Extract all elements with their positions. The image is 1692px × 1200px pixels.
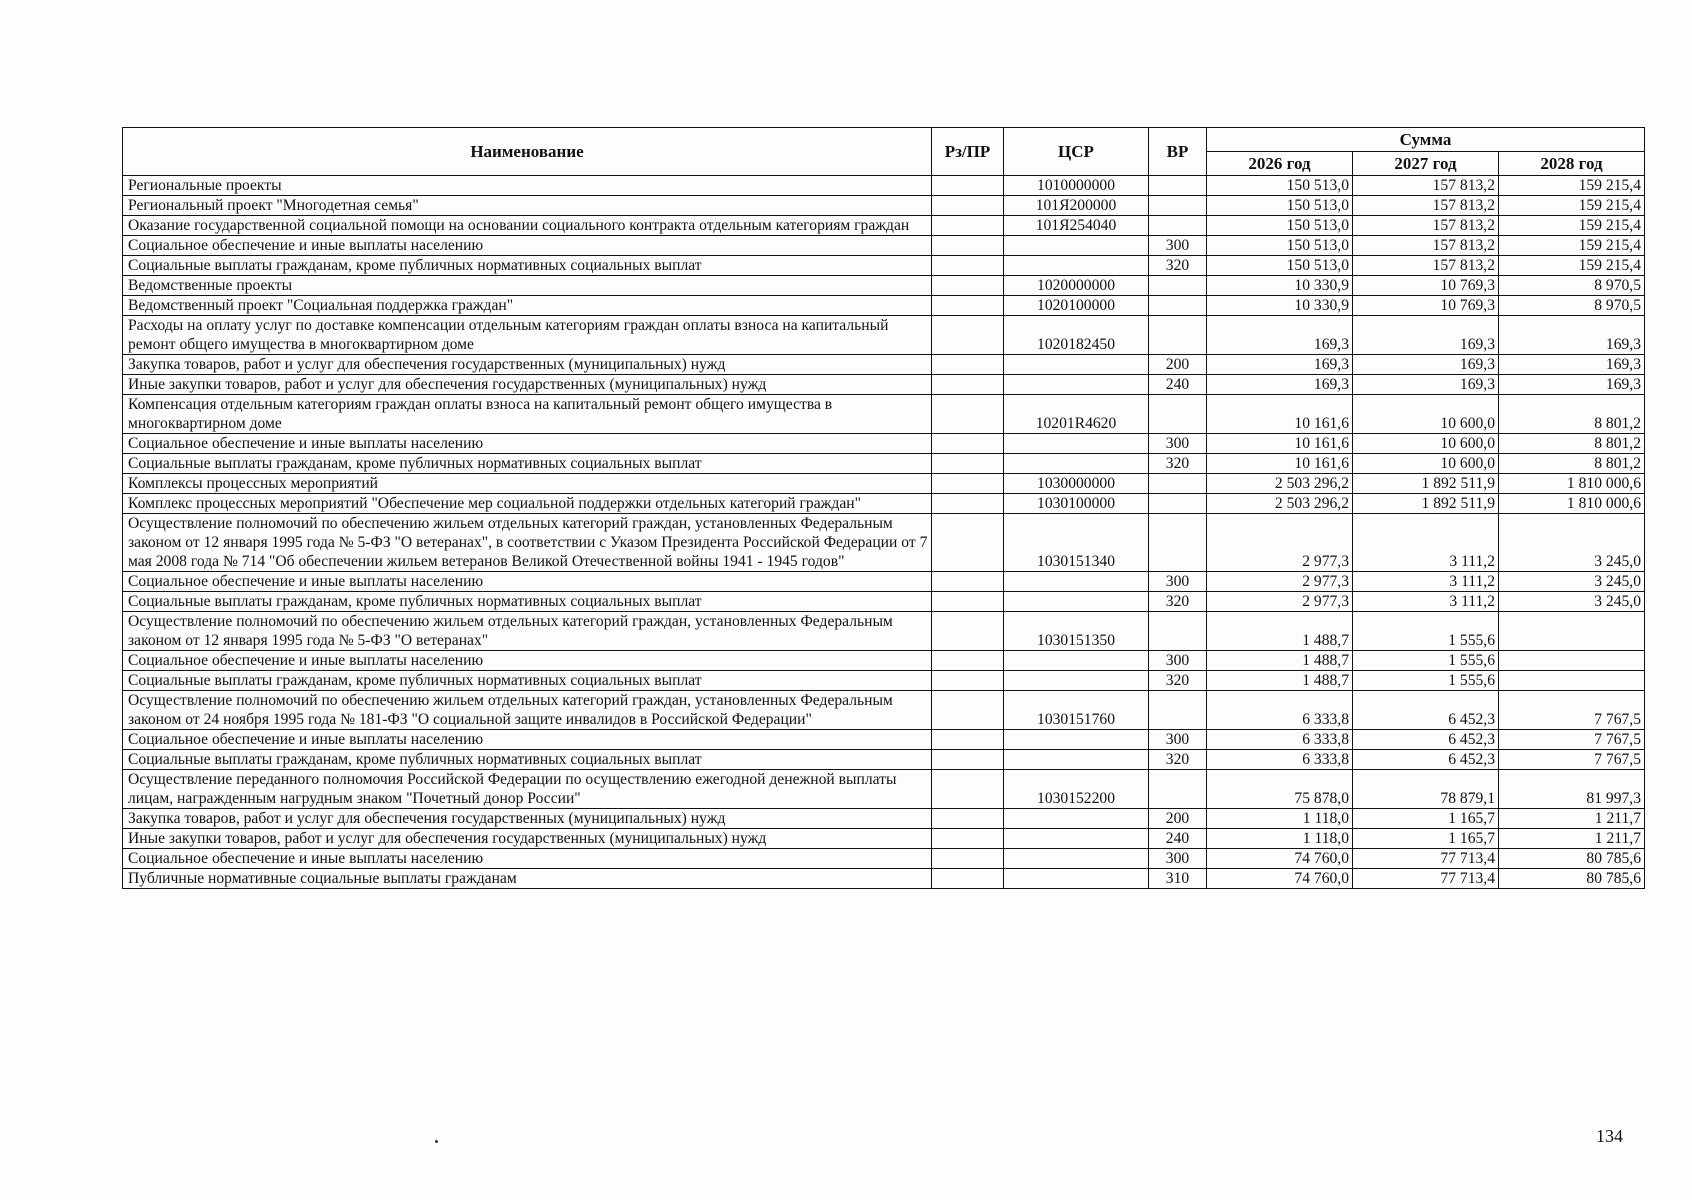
cell-name: Социальные выплаты гражданам, кроме публичных нормативных социальных выплат [123,256,932,276]
cell-2026: 10 161,6 [1207,434,1353,454]
cell-name: Публичные нормативные социальные выплаты гражданам [123,869,932,889]
cell-vr [1149,474,1207,494]
cell-2028: 1 211,7 [1499,829,1645,849]
cell-2028: 159 215,4 [1499,236,1645,256]
cell-rzpr [932,454,1004,474]
cell-2026: 1 488,7 [1207,651,1353,671]
cell-vr: 200 [1149,809,1207,829]
cell-2027: 1 555,6 [1353,651,1499,671]
cell-csr: 1020182450 [1004,316,1149,355]
cell-2027: 6 452,3 [1353,730,1499,750]
header-vr: ВР [1149,128,1207,176]
cell-2027: 78 879,1 [1353,770,1499,809]
table-row [123,236,1645,256]
cell-csr [1004,750,1149,770]
cell-name: Иные закупки товаров, работ и услуг для обеспечения государственных (муниципальных) нужд [123,829,932,849]
cell-rzpr [932,494,1004,514]
cell-name: Осуществление полномочий по обеспечению жильем отдельных категорий граждан, установленных Федеральным законом от 24 ноября 1995 года № 181-ФЗ "О социальной защите инвалидов в Российской Федерации" [123,691,932,730]
cell-vr: 300 [1149,434,1207,454]
cell-vr: 320 [1149,256,1207,276]
cell-csr [1004,849,1149,869]
cell-rzpr [932,196,1004,216]
table-row [123,592,1645,612]
table-row [123,474,1645,494]
table-row [123,730,1645,750]
cell-2027: 6 452,3 [1353,691,1499,730]
cell-vr: 240 [1149,829,1207,849]
cell-rzpr [932,651,1004,671]
cell-rzpr [932,671,1004,691]
cell-name: Социальное обеспечение и иные выплаты населению [123,651,932,671]
cell-rzpr [932,770,1004,809]
table-row [123,296,1645,316]
cell-vr [1149,296,1207,316]
table-row [123,395,1645,434]
header-rzpr: Рз/ПР [932,128,1004,176]
cell-csr [1004,592,1149,612]
cell-2028: 8 801,2 [1499,434,1645,454]
cell-rzpr [932,572,1004,592]
cell-2027: 1 555,6 [1353,671,1499,691]
cell-2026: 2 503 296,2 [1207,474,1353,494]
cell-2028: 7 767,5 [1499,691,1645,730]
cell-csr [1004,236,1149,256]
cell-2026: 75 878,0 [1207,770,1353,809]
cell-name: Компенсация отдельным категориям граждан оплаты взноса на капитальный ремонт общего имущества в многоквартирном доме [123,395,932,434]
cell-2028: 1 810 000,6 [1499,494,1645,514]
table-row [123,494,1645,514]
cell-vr [1149,770,1207,809]
cell-2026: 6 333,8 [1207,750,1353,770]
cell-name: Социальное обеспечение и иные выплаты населению [123,849,932,869]
cell-name: Социальное обеспечение и иные выплаты населению [123,434,932,454]
table-row [123,829,1645,849]
cell-csr [1004,375,1149,395]
cell-2028: 7 767,5 [1499,750,1645,770]
cell-vr: 240 [1149,375,1207,395]
cell-name: Иные закупки товаров, работ и услуг для обеспечения государственных (муниципальных) нужд [123,375,932,395]
cell-csr [1004,671,1149,691]
cell-rzpr [932,691,1004,730]
cell-name: Оказание государственной социальной помощи на основании социального контракта отдельным категориям граждан [123,216,932,236]
header-year-2028: 2028 год [1499,152,1645,176]
cell-csr: 1030100000 [1004,494,1149,514]
table-row [123,355,1645,375]
cell-vr: 320 [1149,671,1207,691]
cell-vr: 200 [1149,355,1207,375]
table-row [123,454,1645,474]
cell-name: Осуществление переданного полномочия Российской Федерации по осуществлению ежегодной денежной выплаты лицам, награжденным нагрудным знаком "Почетный донор России" [123,770,932,809]
cell-2027: 169,3 [1353,355,1499,375]
cell-2028: 8 970,5 [1499,276,1645,296]
cell-2026: 1 118,0 [1207,829,1353,849]
cell-rzpr [932,750,1004,770]
cell-2026: 169,3 [1207,316,1353,355]
cell-2026: 2 977,3 [1207,514,1353,572]
cell-2028: 3 245,0 [1499,514,1645,572]
header-csr: ЦСР [1004,128,1149,176]
cell-2027: 169,3 [1353,375,1499,395]
cell-vr [1149,514,1207,572]
cell-2027: 77 713,4 [1353,869,1499,889]
cell-name: Ведомственный проект "Социальная поддержка граждан" [123,296,932,316]
cell-csr: 1030000000 [1004,474,1149,494]
cell-csr [1004,434,1149,454]
header-name: Наименование [123,128,932,176]
budget-table [122,127,1645,889]
cell-name: Социальное обеспечение и иные выплаты населению [123,572,932,592]
cell-rzpr [932,256,1004,276]
cell-2027: 10 600,0 [1353,434,1499,454]
cell-name: Закупка товаров, работ и услуг для обеспечения государственных (муниципальных) нужд [123,355,932,375]
table-row [123,276,1645,296]
cell-rzpr [932,514,1004,572]
cell-rzpr [932,474,1004,494]
cell-vr: 320 [1149,454,1207,474]
cell-vr: 300 [1149,730,1207,750]
header-sum: Сумма [1207,128,1645,152]
cell-vr [1149,196,1207,216]
table-row [123,514,1645,572]
table-row [123,849,1645,869]
cell-2026: 150 513,0 [1207,216,1353,236]
cell-name: Комплексы процессных мероприятий [123,474,932,494]
cell-vr [1149,494,1207,514]
cell-2026: 2 977,3 [1207,592,1353,612]
cell-name: Региональные проекты [123,176,932,196]
cell-vr [1149,176,1207,196]
cell-vr [1149,216,1207,236]
cell-csr: 1030151340 [1004,514,1149,572]
scan-speck [435,1140,438,1143]
table-row [123,176,1645,196]
cell-2027: 1 165,7 [1353,829,1499,849]
cell-rzpr [932,316,1004,355]
cell-2027: 157 813,2 [1353,176,1499,196]
cell-2028: 80 785,6 [1499,869,1645,889]
cell-2026: 150 513,0 [1207,256,1353,276]
cell-2028 [1499,651,1645,671]
cell-csr [1004,869,1149,889]
cell-rzpr [932,276,1004,296]
cell-csr: 1010000000 [1004,176,1149,196]
cell-2026: 1 488,7 [1207,612,1353,651]
cell-2026: 150 513,0 [1207,176,1353,196]
table-row [123,750,1645,770]
cell-2027: 169,3 [1353,316,1499,355]
cell-vr [1149,612,1207,651]
cell-2028: 159 215,4 [1499,256,1645,276]
cell-csr [1004,454,1149,474]
cell-2026: 74 760,0 [1207,869,1353,889]
header-year-2027: 2027 год [1353,152,1499,176]
cell-csr: 101Я254040 [1004,216,1149,236]
cell-vr [1149,395,1207,434]
cell-rzpr [932,395,1004,434]
cell-rzpr [932,730,1004,750]
cell-name: Закупка товаров, работ и услуг для обеспечения государственных (муниципальных) нужд [123,809,932,829]
cell-csr: 1020000000 [1004,276,1149,296]
cell-vr: 310 [1149,869,1207,889]
cell-rzpr [932,176,1004,196]
cell-rzpr [932,236,1004,256]
cell-2026: 10 161,6 [1207,454,1353,474]
cell-csr: 1020100000 [1004,296,1149,316]
cell-2028: 80 785,6 [1499,849,1645,869]
cell-csr: 101Я200000 [1004,196,1149,216]
cell-2027: 3 111,2 [1353,592,1499,612]
cell-2027: 3 111,2 [1353,514,1499,572]
table-row [123,671,1645,691]
cell-2026: 2 503 296,2 [1207,494,1353,514]
cell-2027: 10 769,3 [1353,296,1499,316]
table-row [123,434,1645,454]
cell-2027: 10 600,0 [1353,395,1499,434]
cell-2026: 2 977,3 [1207,572,1353,592]
cell-name: Социальные выплаты гражданам, кроме публичных нормативных социальных выплат [123,454,932,474]
table-row [123,691,1645,730]
cell-2026: 10 161,6 [1207,395,1353,434]
cell-rzpr [932,809,1004,829]
cell-rzpr [932,216,1004,236]
cell-2028: 8 970,5 [1499,296,1645,316]
cell-vr: 300 [1149,572,1207,592]
cell-2028: 169,3 [1499,375,1645,395]
cell-2028: 169,3 [1499,355,1645,375]
cell-2028: 8 801,2 [1499,395,1645,434]
cell-2028: 8 801,2 [1499,454,1645,474]
cell-csr [1004,651,1149,671]
cell-2026: 74 760,0 [1207,849,1353,869]
cell-csr: 1030151350 [1004,612,1149,651]
cell-vr [1149,691,1207,730]
cell-2028: 1 211,7 [1499,809,1645,829]
cell-name: Ведомственные проекты [123,276,932,296]
cell-2027: 6 452,3 [1353,750,1499,770]
cell-2028 [1499,612,1645,651]
cell-name: Расходы на оплату услуг по доставке компенсации отдельным категориям граждан оплаты взноса на капитальный ремонт общего имущества в многоквартирном доме [123,316,932,355]
table-row [123,216,1645,236]
cell-2028: 159 215,4 [1499,216,1645,236]
cell-csr [1004,355,1149,375]
cell-2027: 157 813,2 [1353,196,1499,216]
cell-2027: 10 769,3 [1353,276,1499,296]
cell-2027: 1 165,7 [1353,809,1499,829]
cell-rzpr [932,592,1004,612]
cell-csr: 10201R4620 [1004,395,1149,434]
cell-vr: 300 [1149,651,1207,671]
cell-vr: 300 [1149,849,1207,869]
cell-2027: 3 111,2 [1353,572,1499,592]
cell-rzpr [932,434,1004,454]
cell-2026: 150 513,0 [1207,236,1353,256]
cell-2026: 169,3 [1207,355,1353,375]
cell-2028: 169,3 [1499,316,1645,355]
cell-2028 [1499,671,1645,691]
cell-2026: 6 333,8 [1207,730,1353,750]
cell-vr: 300 [1149,236,1207,256]
cell-2028: 159 215,4 [1499,176,1645,196]
cell-2026: 10 330,9 [1207,296,1353,316]
cell-name: Социальные выплаты гражданам, кроме публичных нормативных социальных выплат [123,592,932,612]
cell-csr [1004,256,1149,276]
table-row [123,316,1645,355]
cell-2027: 157 813,2 [1353,216,1499,236]
cell-vr [1149,276,1207,296]
cell-name: Социальное обеспечение и иные выплаты населению [123,236,932,256]
cell-name: Осуществление полномочий по обеспечению жильем отдельных категорий граждан, установленных Федеральным законом от 12 января 1995 года № 5-ФЗ "О ветеранах" [123,612,932,651]
cell-rzpr [932,296,1004,316]
cell-2026: 169,3 [1207,375,1353,395]
table-row [123,809,1645,829]
cell-csr: 1030151760 [1004,691,1149,730]
cell-rzpr [932,375,1004,395]
table-row [123,256,1645,276]
table-row [123,770,1645,809]
table-body [123,176,1645,889]
table-row [123,375,1645,395]
cell-2027: 157 813,2 [1353,236,1499,256]
table-row [123,651,1645,671]
cell-2026: 150 513,0 [1207,196,1353,216]
cell-vr: 320 [1149,592,1207,612]
cell-2027: 1 555,6 [1353,612,1499,651]
cell-2026: 1 488,7 [1207,671,1353,691]
cell-name: Региональный проект "Многодетная семья" [123,196,932,216]
cell-rzpr [932,612,1004,651]
cell-csr [1004,829,1149,849]
cell-2027: 1 892 511,9 [1353,474,1499,494]
table-row [123,869,1645,889]
cell-rzpr [932,869,1004,889]
header-year-2026: 2026 год [1207,152,1353,176]
table-row [123,572,1645,592]
cell-2028: 1 810 000,6 [1499,474,1645,494]
cell-rzpr [932,829,1004,849]
table-row [123,612,1645,651]
cell-name: Осуществление полномочий по обеспечению жильем отдельных категорий граждан, установленных Федеральным законом от 12 января 1995 года № 5-ФЗ "О ветеранах", в соответствии с Указом Президента Российской Федерации от 7 мая 2008 года № 714 "Об обеспечении жильем ветеранов Великой Отечественной войны 1941 - 1945 годов" [123,514,932,572]
cell-2027: 77 713,4 [1353,849,1499,869]
cell-vr [1149,316,1207,355]
cell-rzpr [932,849,1004,869]
cell-name: Комплекс процессных мероприятий "Обеспечение мер социальной поддержки отдельных категорий граждан" [123,494,932,514]
cell-name: Социальные выплаты гражданам, кроме публичных нормативных социальных выплат [123,750,932,770]
cell-csr [1004,730,1149,750]
cell-2028: 159 215,4 [1499,196,1645,216]
cell-2027: 10 600,0 [1353,454,1499,474]
cell-csr: 1030152200 [1004,770,1149,809]
cell-name: Социальное обеспечение и иные выплаты населению [123,730,932,750]
cell-2027: 1 892 511,9 [1353,494,1499,514]
cell-2026: 10 330,9 [1207,276,1353,296]
cell-2028: 3 245,0 [1499,572,1645,592]
cell-2026: 6 333,8 [1207,691,1353,730]
cell-rzpr [932,355,1004,375]
cell-2027: 157 813,2 [1353,256,1499,276]
cell-2028: 81 997,3 [1499,770,1645,809]
cell-2028: 7 767,5 [1499,730,1645,750]
cell-2026: 1 118,0 [1207,809,1353,829]
cell-vr: 320 [1149,750,1207,770]
cell-name: Социальные выплаты гражданам, кроме публичных нормативных социальных выплат [123,671,932,691]
cell-2028: 3 245,0 [1499,592,1645,612]
cell-csr [1004,809,1149,829]
table-row [123,196,1645,216]
cell-csr [1004,572,1149,592]
page-number: 134 [1596,1126,1623,1146]
